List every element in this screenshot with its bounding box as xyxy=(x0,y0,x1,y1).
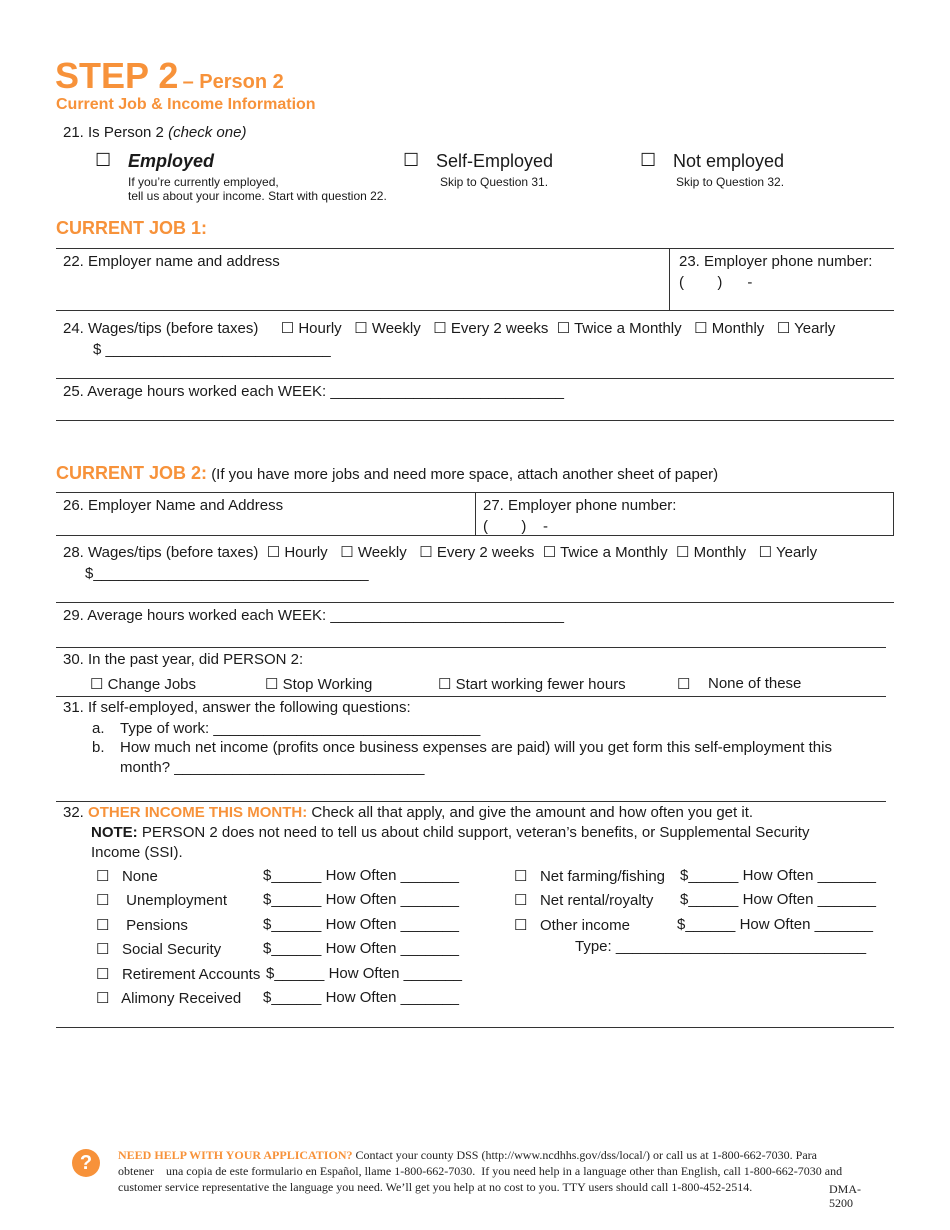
income-pensions-amount[interactable]: $______ How Often _______ xyxy=(263,916,459,933)
q21-question: 21. Is Person 2 (check one) xyxy=(63,124,247,141)
divider xyxy=(56,535,476,536)
freq-hourly[interactable]: ☐ Hourly xyxy=(266,544,328,561)
income-none[interactable]: ☐ None xyxy=(96,868,158,885)
freq-monthly[interactable]: ☐ Monthly xyxy=(694,320,765,337)
divider xyxy=(56,420,894,421)
employed-label: Employed xyxy=(128,151,215,171)
page-title xyxy=(55,55,284,97)
q30-fewer-hours[interactable]: ☐ Start working fewer hours xyxy=(438,676,626,693)
income-other-type[interactable]: Type: ______________________________ xyxy=(575,938,867,955)
q29-hours[interactable]: 29. Average hours worked each WEEK: ____________________________ xyxy=(63,607,564,624)
q27-phone-mask[interactable]: ( ) - xyxy=(483,518,548,535)
freq-hourly[interactable]: ☐ Hourly xyxy=(280,320,342,337)
help-footer-line-3: customer service representative the language you need. We’ll get you help at no cost to you. TTY users should call 1-800-452-2514. xyxy=(118,1180,753,1194)
step-label: STEP 2 xyxy=(55,55,179,96)
divider xyxy=(893,492,894,536)
income-farming-amount[interactable]: $______ How Often _______ xyxy=(680,867,876,884)
employed-checkbox[interactable]: ☐ xyxy=(95,150,112,170)
employed-note: If you’re currently employed, xyxy=(128,175,279,189)
income-other-amount[interactable]: $______ How Often _______ xyxy=(677,916,873,933)
q31-b-letter: b. xyxy=(92,739,105,756)
income-social-security-amount[interactable]: $______ How Often _______ xyxy=(263,940,459,957)
divider xyxy=(56,647,886,648)
freq-every-2-weeks[interactable]: ☐ Every 2 weeks xyxy=(419,544,535,561)
freq-twice-monthly[interactable]: ☐ Twice a Monthly xyxy=(542,544,668,561)
q31-net-income: How much net income (profits once business expenses are paid) will you get form this self-employment this xyxy=(120,739,832,756)
divider xyxy=(669,248,670,310)
freq-every-2-weeks[interactable]: ☐ Every 2 weeks xyxy=(433,320,549,337)
help-icon: ? xyxy=(72,1149,100,1177)
person-label: – Person 2 xyxy=(182,71,284,93)
help-footer: NEED HELP WITH YOUR APPLICATION? Contact your county DSS (http://www.ncdhhs.gov/dss/local/) or call us at 1-800-662-7030. Para xyxy=(118,1148,817,1162)
income-farming[interactable]: ☐ Net farming/fishing xyxy=(514,868,666,885)
not-employed-label: Not employed xyxy=(673,151,785,171)
q30-none-label: None of these xyxy=(708,675,802,692)
income-alimony[interactable]: ☐ Alimony Received xyxy=(96,990,242,1007)
page-subtitle: Current Job & Income Information xyxy=(56,96,316,113)
income-none-amount[interactable]: $______ How Often _______ xyxy=(263,867,459,884)
q30-change-jobs[interactable]: ☐ Change Jobs xyxy=(90,676,197,693)
q28-wage-amount[interactable]: $_________________________________ xyxy=(85,565,369,582)
income-social-security[interactable]: ☐ Social Security xyxy=(96,941,222,958)
divider xyxy=(56,248,894,249)
help-footer-line-2: obtener una copia de este formulario en Español, llame 1-800-662-7030. If you need help in a language other than English, call 1-800-662-7030 and xyxy=(118,1164,843,1178)
q23-phone-mask[interactable]: ( ) - xyxy=(679,274,753,291)
freq-weekly[interactable]: ☐ Weekly xyxy=(354,320,421,337)
income-unemployment-amount[interactable]: $______ How Often _______ xyxy=(263,891,459,908)
divider xyxy=(476,535,894,536)
q31-type-of-work[interactable]: Type of work: ________________________________ xyxy=(120,720,481,737)
freq-yearly[interactable]: ☐ Yearly xyxy=(776,320,836,337)
freq-weekly[interactable]: ☐ Weekly xyxy=(340,544,407,561)
q31-question: 31. If self-employed, answer the following questions: xyxy=(63,699,411,716)
job1-heading: CURRENT JOB 1: xyxy=(56,218,208,238)
q32-note-2: Income (SSI). xyxy=(91,844,183,861)
q26-employer-name[interactable]: 26. Employer Name and Address xyxy=(63,497,284,514)
income-unemployment[interactable]: ☐ Unemployment xyxy=(96,892,227,909)
divider xyxy=(56,310,894,311)
not-employed-checkbox[interactable]: ☐ xyxy=(640,150,657,170)
q31-net-income-field[interactable]: month? ______________________________ xyxy=(120,759,425,776)
divider xyxy=(56,1027,894,1028)
q22-employer-name[interactable]: 22. Employer name and address xyxy=(63,253,280,270)
income-retirement[interactable]: ☐ Retirement Accounts xyxy=(96,966,261,983)
form-id: DMA- xyxy=(829,1182,861,1196)
q25-hours[interactable]: 25. Average hours worked each WEEK: ____________________________ xyxy=(63,383,564,400)
income-rental[interactable]: ☐ Net rental/royalty xyxy=(514,892,654,909)
freq-twice-monthly[interactable]: ☐ Twice a Monthly xyxy=(556,320,682,337)
income-other[interactable]: ☐ Other income xyxy=(514,917,630,934)
q31-a-letter: a. xyxy=(92,720,105,737)
form-id-2: 5200 xyxy=(829,1196,853,1210)
q27-employer-phone[interactable]: 27. Employer phone number: xyxy=(483,497,677,514)
not-employed-note: Skip to Question 32. xyxy=(676,175,785,189)
q24-wages: 24. Wages/tips (before taxes) ☐ Hourly ☐ Weekly ☐ Every 2 weeks ☐ Twice a Monthly ☐ Monthly ☐ Yearly xyxy=(63,320,836,337)
freq-yearly[interactable]: ☐ Yearly xyxy=(758,544,818,561)
divider xyxy=(475,492,476,536)
q30-none-checkbox[interactable]: ☐ xyxy=(677,676,691,693)
income-alimony-amount[interactable]: $______ How Often _______ xyxy=(263,989,459,1006)
divider xyxy=(56,602,894,603)
income-rental-amount[interactable]: $______ How Often _______ xyxy=(680,891,876,908)
self-employed-label: Self-Employed xyxy=(436,151,554,171)
q28-wages: 28. Wages/tips (before taxes) ☐ Hourly ☐ Weekly ☐ Every 2 weeks ☐ Twice a Monthly ☐ Monthly ☐ Yearly xyxy=(63,544,818,561)
job2-heading: CURRENT JOB 2: (If you have more jobs and need more space, attach another sheet of paper) xyxy=(56,463,719,483)
income-pensions[interactable]: ☐ Pensions xyxy=(96,917,188,934)
q24-wage-amount[interactable]: $ ___________________________ xyxy=(93,341,331,358)
q32-note: NOTE: PERSON 2 does not need to tell us about child support, veteran’s benefits, or Supplemental Security xyxy=(91,824,810,841)
self-employed-checkbox[interactable]: ☐ xyxy=(403,150,420,170)
employed-note-2: tell us about your income. Start with question 22. xyxy=(128,189,387,203)
q32-heading: 32. OTHER INCOME THIS MONTH: Check all that apply, and give the amount and how often you get it. xyxy=(63,804,754,821)
freq-monthly[interactable]: ☐ Monthly xyxy=(675,544,747,561)
q30-question: 30. In the past year, did PERSON 2: xyxy=(63,651,304,668)
divider xyxy=(56,696,886,697)
q30-stop-working[interactable]: ☐ Stop Working xyxy=(265,676,373,693)
divider xyxy=(56,801,886,802)
self-employed-note: Skip to Question 31. xyxy=(440,175,549,189)
income-retirement-amount[interactable]: $______ How Often _______ xyxy=(266,965,462,982)
divider xyxy=(56,378,894,379)
q23-employer-phone[interactable]: 23. Employer phone number: xyxy=(679,253,873,270)
